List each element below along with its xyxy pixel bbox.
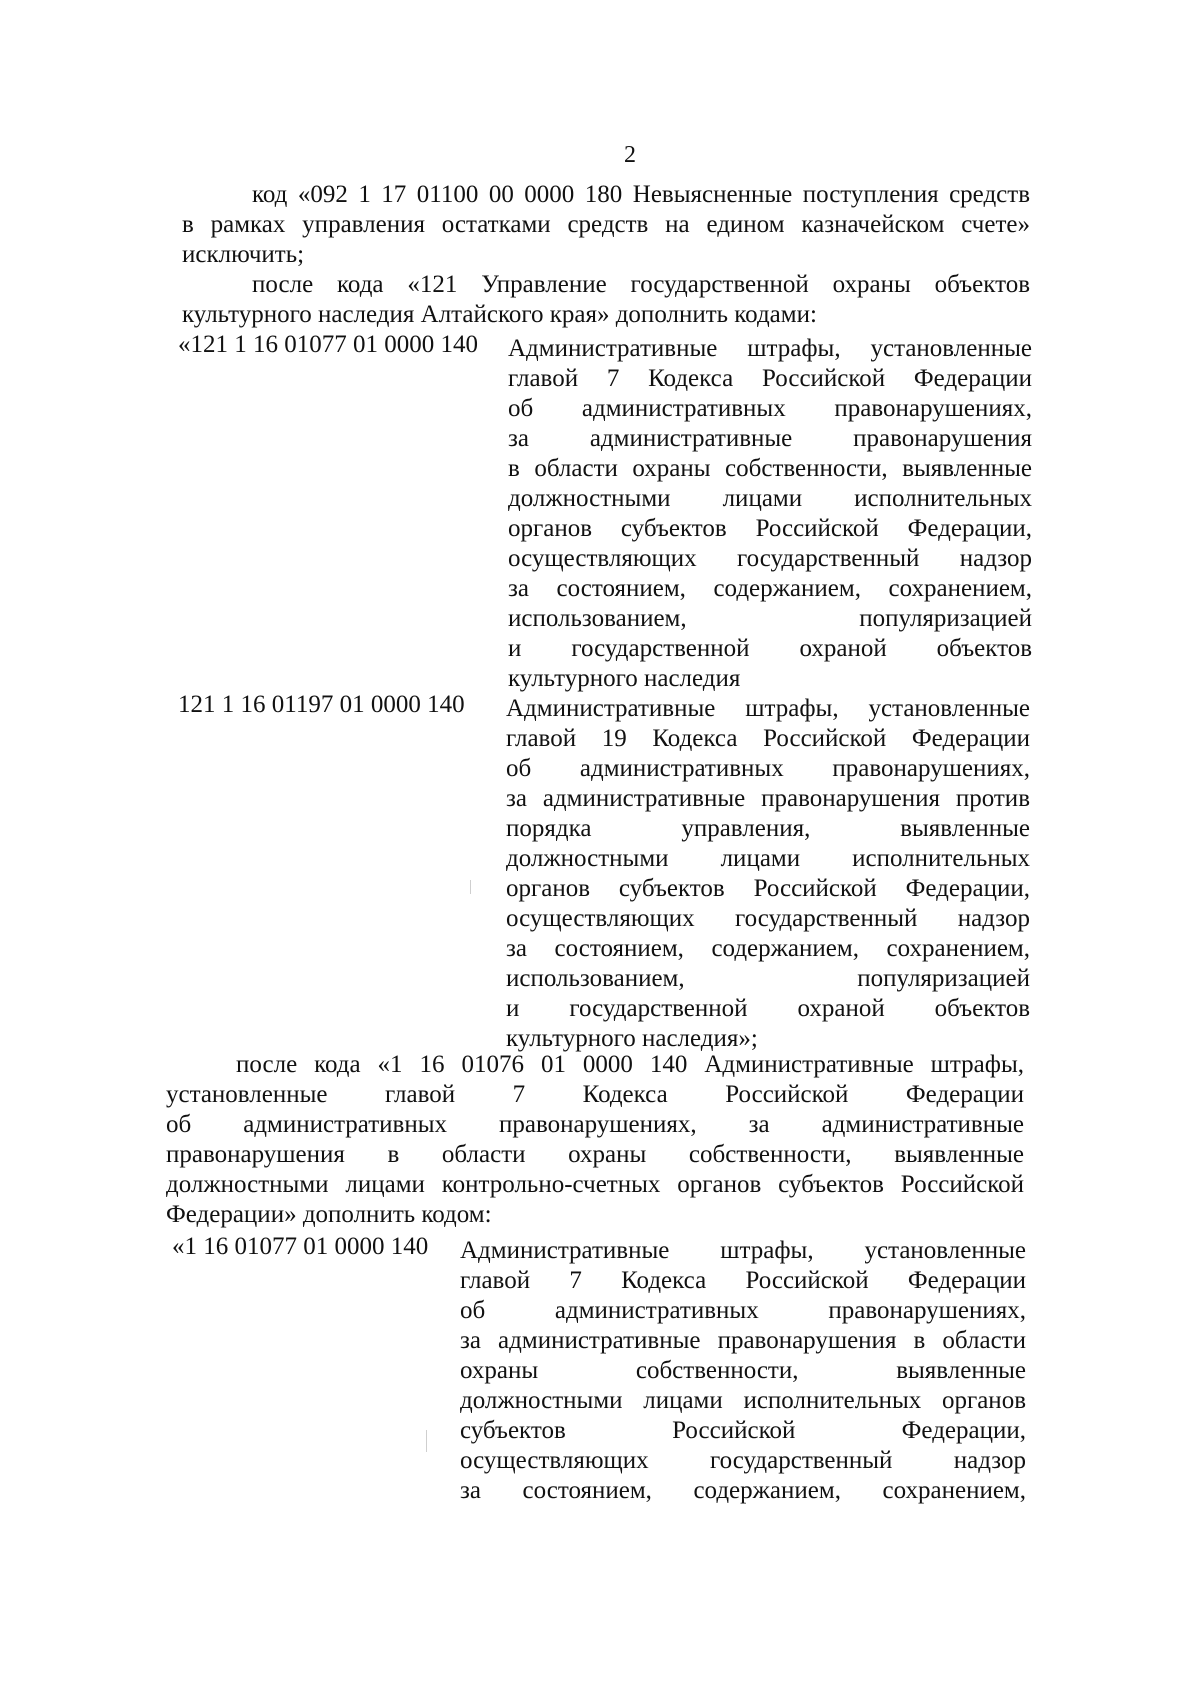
description-line: об административных правонарушениях, [460, 1297, 1026, 1324]
budget-code: «121 1 16 01077 01 0000 140 [178, 331, 478, 358]
scan-artifact [426, 1430, 427, 1452]
paragraph-2 [182, 270, 1030, 330]
description-line: за административные правонарушения против [506, 785, 1030, 812]
description-line: об административных правонарушениях, [508, 395, 1032, 422]
paragraph-1 [182, 180, 1030, 270]
paragraph-line: исключить; [182, 241, 305, 268]
description-line: осуществляющих государственный надзор [506, 905, 1030, 932]
code-description [506, 694, 1030, 1054]
paragraph-line: код «092 1 17 01100 00 0000 180 Невыясненные поступления средств [252, 181, 1030, 208]
paragraph-line: об административных правонарушениях, за административные [166, 1111, 1024, 1138]
description-line: органов субъектов Российской Федерации, [508, 515, 1032, 542]
code-description [508, 334, 1032, 694]
description-line: за состоянием, содержанием, сохранением, [506, 935, 1030, 962]
description-line: органов субъектов Российской Федерации, [506, 875, 1030, 902]
description-line: Административные штрафы, установленные [506, 695, 1030, 722]
paragraph-3 [166, 1050, 1024, 1230]
paragraph-line: должностными лицами контрольно-счетных органов субъектов Российской [166, 1171, 1024, 1198]
description-line: культурного наследия [508, 665, 741, 692]
description-line: главой 19 Кодекса Российской Федерации [506, 725, 1030, 752]
description-line: и государственной охраной объектов [508, 635, 1032, 662]
description-line: субъектов Российской Федерации, [460, 1417, 1026, 1444]
paragraph-line: культурного наследия Алтайского края» дополнить кодами: [182, 301, 817, 328]
scan-artifact [470, 880, 471, 894]
description-line: главой 7 Кодекса Российской Федерации [508, 365, 1032, 392]
description-line: использованием, популяризацией [508, 605, 1032, 632]
description-line: за состоянием, содержанием, сохранением, [460, 1477, 1026, 1504]
paragraph-line: установленные главой 7 Кодекса Российской Федерации [166, 1081, 1024, 1108]
description-line: главой 7 Кодекса Российской Федерации [460, 1267, 1026, 1294]
description-line: охраны собственности, выявленные [460, 1357, 1026, 1384]
description-line: и государственной охраной объектов [506, 995, 1030, 1022]
description-line: за административные правонарушения [508, 425, 1032, 452]
code-description [460, 1236, 1026, 1506]
description-line: Административные штрафы, установленные [508, 335, 1032, 362]
paragraph-line: правонарушения в области охраны собственности, выявленные [166, 1141, 1024, 1168]
description-line: порядка управления, выявленные [506, 815, 1030, 842]
description-line: Административные штрафы, установленные [460, 1237, 1026, 1264]
description-line: должностными лицами исполнительных органов [460, 1387, 1026, 1414]
budget-code: «1 16 01077 01 0000 140 [172, 1233, 429, 1260]
description-line: должностными лицами исполнительных [506, 845, 1030, 872]
paragraph-line: после кода «1 16 01076 01 0000 140 Административные штрафы, [236, 1051, 1024, 1078]
description-line: культурного наследия»; [506, 1025, 758, 1052]
description-line: использованием, популяризацией [506, 965, 1030, 992]
description-line: об административных правонарушениях, [506, 755, 1030, 782]
description-line: осуществляющих государственный надзор [508, 545, 1032, 572]
page-number: 2 [624, 142, 636, 168]
paragraph-line: Федерации» дополнить кодом: [166, 1201, 492, 1228]
description-line: за административные правонарушения в области [460, 1327, 1026, 1354]
paragraph-line: после кода «121 Управление государственной охраны объектов [252, 271, 1030, 298]
description-line: должностными лицами исполнительных [508, 485, 1032, 512]
paragraph-line: в рамках управления остатками средств на едином казначейском счете» [182, 211, 1030, 238]
budget-code: 121 1 16 01197 01 0000 140 [178, 691, 465, 718]
description-line: осуществляющих государственный надзор [460, 1447, 1026, 1474]
description-line: за состоянием, содержанием, сохранением, [508, 575, 1032, 602]
description-line: в области охраны собственности, выявленные [508, 455, 1032, 482]
